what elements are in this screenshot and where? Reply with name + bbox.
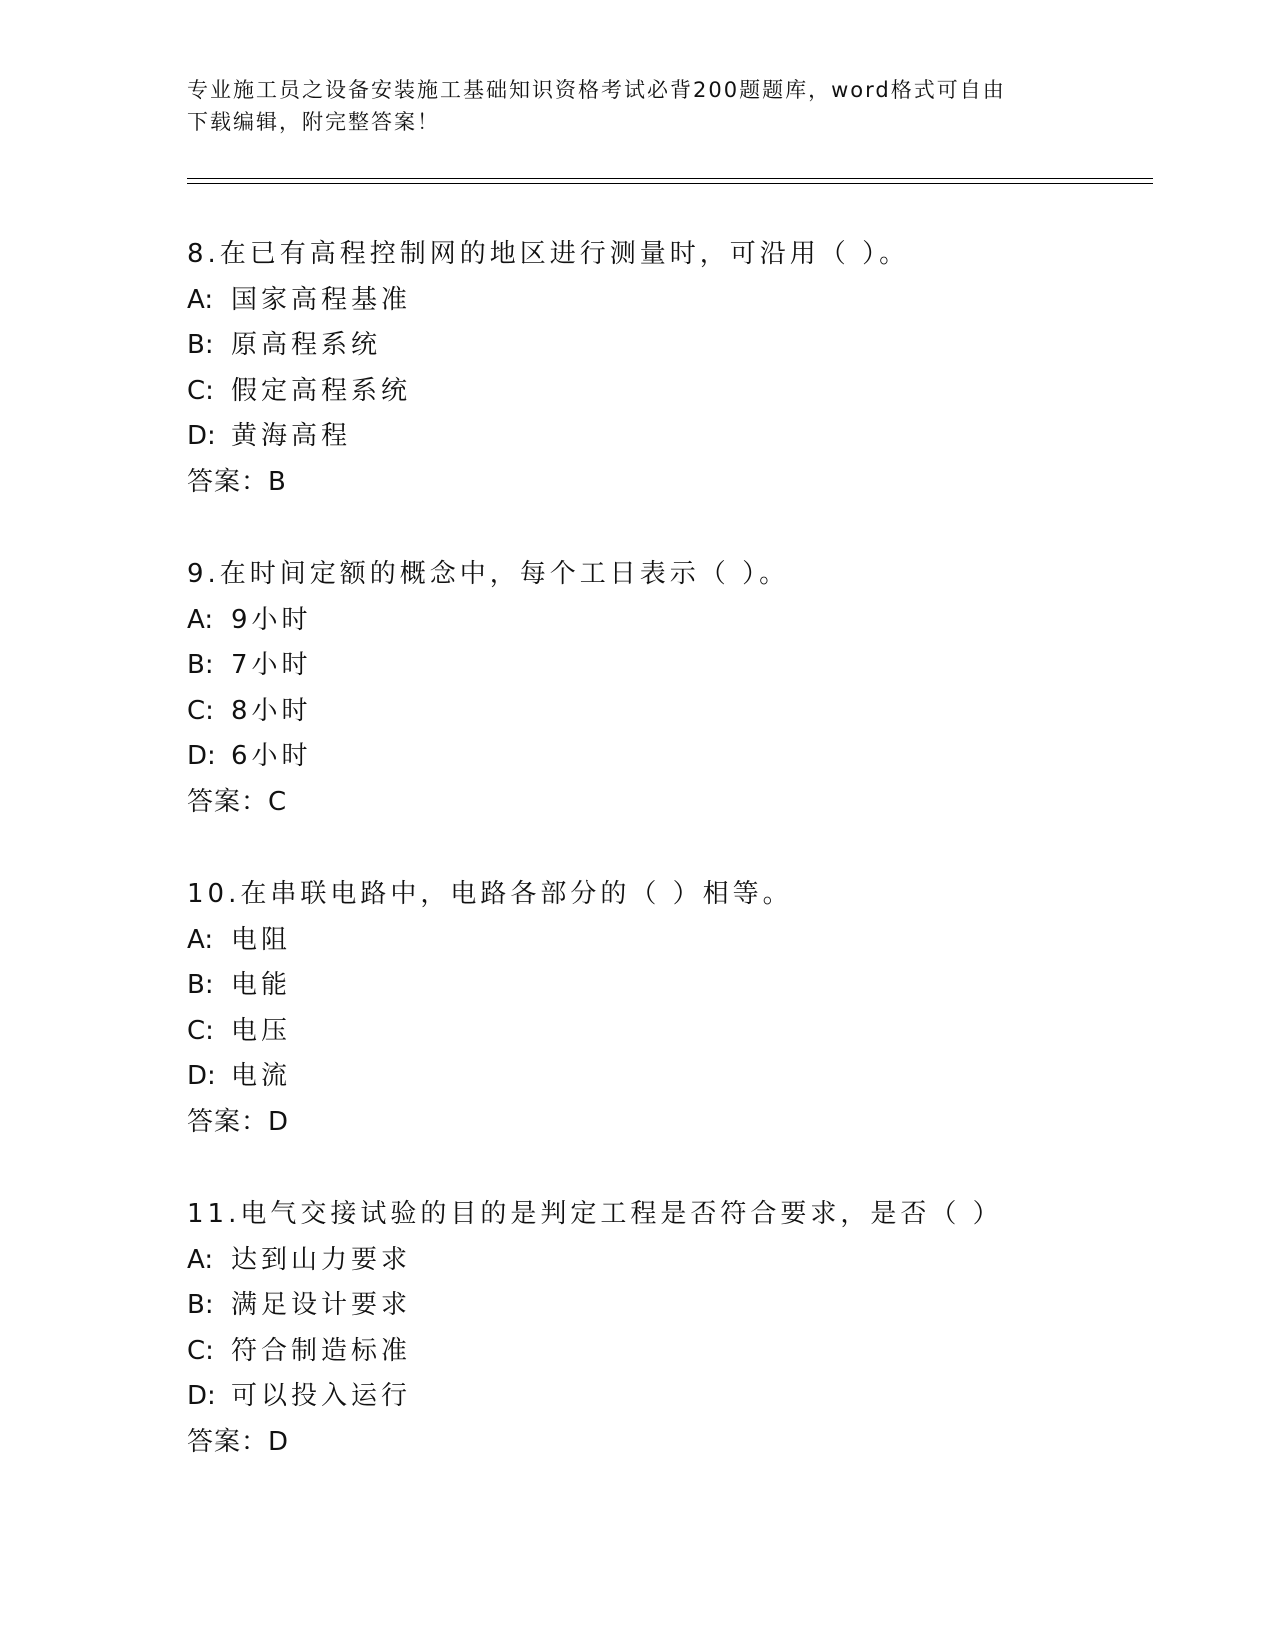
option-d <box>187 734 1147 780</box>
option-b <box>187 963 1147 1009</box>
option-a <box>187 598 1147 644</box>
option-letter: B: <box>187 330 214 360</box>
option-text: 电阻 <box>231 924 292 955</box>
option-letter: C: <box>187 1015 214 1046</box>
answer-line: 答案：D <box>187 1106 290 1137</box>
option-b <box>187 643 1147 689</box>
option-c <box>187 1009 1147 1055</box>
option-text: 假定高程系统 <box>231 375 412 406</box>
option-text: 电能 <box>231 970 292 1000</box>
option-c <box>187 689 1147 735</box>
option-text: 可以投入运行 <box>231 1381 412 1411</box>
option-text: 符合制造标准 <box>231 1335 412 1366</box>
option-a <box>187 1238 1147 1284</box>
question-stem: 9.在时间定额的概念中，每个工日表示（ ）。 <box>187 559 790 589</box>
answer-line: 答案：B <box>187 466 287 497</box>
option-letter: D: <box>187 741 216 771</box>
question-10 <box>187 872 1147 1192</box>
option-d <box>187 1374 1147 1420</box>
option-text: 达到山力要求 <box>231 1244 412 1275</box>
option-letter: A: <box>187 1244 214 1275</box>
question-9 <box>187 552 1147 872</box>
option-text: 国家高程基准 <box>231 284 412 315</box>
option-text: 满足设计要求 <box>231 1290 412 1320</box>
option-text: 9小时 <box>231 604 312 635</box>
option-letter: C: <box>187 375 214 406</box>
option-text: 8小时 <box>231 695 312 726</box>
question-11 <box>187 1192 1147 1512</box>
option-letter: A: <box>187 924 214 955</box>
option-text: 电流 <box>231 1061 292 1091</box>
option-letter: D: <box>187 421 216 451</box>
option-a <box>187 278 1147 324</box>
header-line-1: 专业施工员之设备安装施工基础知识资格考试必背200题题库，word格式可自由 <box>187 78 1006 102</box>
option-d <box>187 414 1147 460</box>
answer-line: 答案：C <box>187 786 288 817</box>
option-text: 7小时 <box>231 650 312 680</box>
option-letter: B: <box>187 970 214 1000</box>
option-text: 电压 <box>231 1015 292 1046</box>
option-letter: C: <box>187 695 214 726</box>
option-b <box>187 1283 1147 1329</box>
option-c <box>187 369 1147 415</box>
option-b <box>187 323 1147 369</box>
option-text: 黄海高程 <box>231 421 352 451</box>
answer-line: 答案：D <box>187 1426 290 1457</box>
question-list <box>187 232 1147 1512</box>
option-d <box>187 1054 1147 1100</box>
option-text: 原高程系统 <box>231 330 382 360</box>
option-c <box>187 1329 1147 1375</box>
option-letter: A: <box>187 604 214 635</box>
question-stem: 10.在串联电路中，电路各部分的（ ）相等。 <box>187 879 793 909</box>
option-letter: D: <box>187 1061 216 1091</box>
header-divider-bottom <box>187 183 1153 184</box>
option-text: 6小时 <box>231 741 312 771</box>
question-8 <box>187 232 1147 552</box>
header-line-2: 下载编辑，附完整答案！ <box>187 110 440 134</box>
option-letter: B: <box>187 650 214 680</box>
header-divider-top <box>187 178 1153 179</box>
option-letter: D: <box>187 1381 216 1411</box>
option-a <box>187 918 1147 964</box>
option-letter: B: <box>187 1290 214 1320</box>
question-stem: 8.在已有高程控制网的地区进行测量时，可沿用（ ）。 <box>187 239 910 269</box>
option-letter: C: <box>187 1335 214 1366</box>
option-letter: A: <box>187 284 214 315</box>
question-stem: 11.电气交接试验的目的是判定工程是否符合要求，是否（ ） <box>187 1199 1003 1229</box>
document-header <box>187 74 1067 138</box>
